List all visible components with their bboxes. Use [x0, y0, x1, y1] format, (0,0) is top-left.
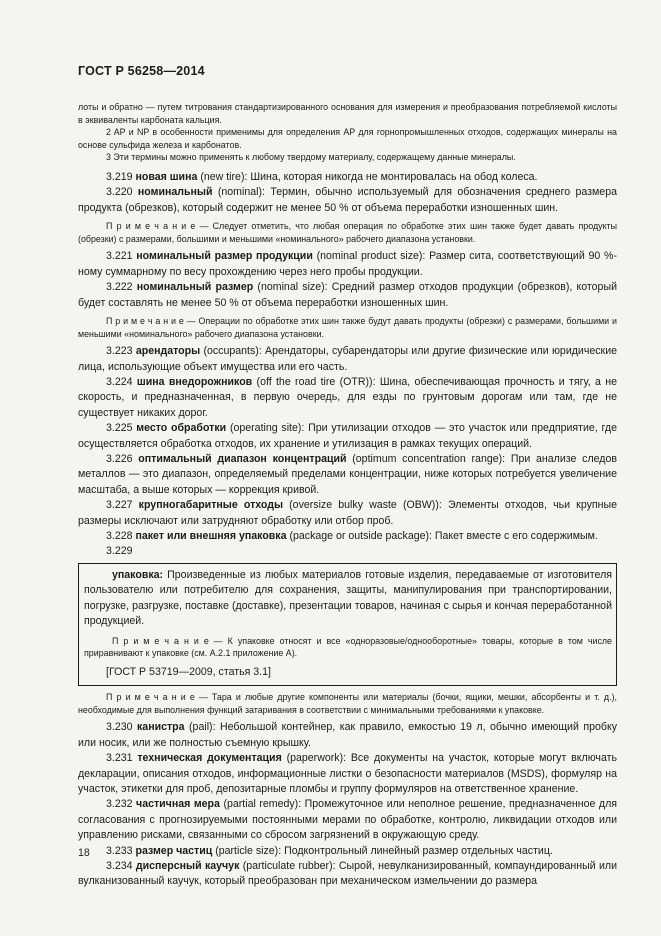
- term-3-223: [78, 344, 617, 375]
- note-text: — Следует отметить, что любая операция по обработке этих шин также будет давать продукты (обрезки) с размерами, большими и меньшими «номинального» рабочего диапазона установки.: [78, 221, 618, 244]
- term-number: 3.226: [106, 453, 133, 466]
- term-name: дисперсный каучук: [135, 859, 240, 872]
- term-name: арендаторы: [135, 345, 201, 358]
- term-name: размер частиц: [135, 844, 213, 857]
- term-3-231: [78, 751, 617, 797]
- term-name: номинальный: [137, 186, 213, 199]
- term-3-226: [78, 452, 617, 498]
- term-number: 3.228: [106, 530, 133, 543]
- term-3-225: [78, 421, 617, 452]
- note-label: П р и м е ч а н и е: [112, 635, 209, 646]
- term-name: новая шина: [135, 170, 198, 183]
- term-3-219: [78, 170, 617, 185]
- term-3-234: [78, 859, 617, 890]
- term-definition: (partial remedy): Промежуточное или неполное решение, предназначенное для согласования с прогнозируемыми постоянными мерами по обработке, контролю, ликвидации отходов или управлению рисками, связанными со сбросом загрязнений в окружающую среду.: [78, 798, 617, 842]
- term-3-221: [78, 249, 617, 280]
- term-definition: (operating site): При утилизации отходов — это участок или предприятие, где осуществляется обработка отходов, их хранение и утилизация в рамках текущих операций.: [78, 422, 617, 450]
- note-3-222: [78, 315, 617, 340]
- term-3-227: [78, 498, 617, 529]
- term-number: 3.234: [106, 859, 133, 872]
- note-label: П р и м е ч а н и е: [106, 221, 196, 232]
- term-3-220: [78, 185, 617, 216]
- term-definition: Произведенные из любых материалов готовые изделия, передаваемые от изготовителя пользователю или потребителю для сохранения, защиты, манипулирования при транспортировании, погрузке, разгрузке, поставке (доставке), презентации товаров, начиная с сырья и кончая переработанной продукцией.: [84, 568, 612, 628]
- note-text: — К упаковке относят и все «одноразовые/однооборотные» товары, которые в том числе приравнивают к упаковке (см. А.2.1 приложение А).: [84, 635, 612, 659]
- term-3-228: [78, 529, 617, 544]
- definition-box: [78, 563, 617, 686]
- term-definition: (occupants): Арендаторы, субарендаторы или другие физические или юридические лица, использующие объект имущества или его часть.: [78, 345, 617, 373]
- box-definition: [84, 568, 612, 630]
- term-name: шина внедорожников: [136, 376, 253, 388]
- note-continuation: лоты и обратно — путем титрования стандартизированного основания для измерения и преобразования потребляемой кислоты в эквиваленты карбоната кальция.: [78, 102, 617, 125]
- note-label: П р и м е ч а н и е: [106, 316, 184, 326]
- term-number: 3.220: [106, 186, 133, 199]
- term-name: место обработки: [136, 422, 227, 435]
- term-name: упаковка:: [112, 568, 164, 581]
- term-3-222: [78, 280, 617, 311]
- term-number: 3.227: [106, 499, 133, 512]
- term-name: номинальный размер продукции: [136, 250, 313, 263]
- term-number: 3.224: [106, 376, 133, 388]
- term-number: 3.233: [106, 844, 133, 857]
- term-number: 3.229: [106, 545, 133, 558]
- box-note: [84, 635, 612, 660]
- note-2: 2 AP и NP в особенности применимы для определения AP для горнопромышленных отходов, содержащих минералы на основе сульфида железа и карбонатов.: [78, 127, 617, 150]
- term-number: 3.221: [106, 250, 133, 263]
- term-definition: (particulate rubber): Сырой, невулканизированный, компаундированный или вулканизованный каучук, который преобразован при механическом измельчении до размера: [78, 859, 617, 888]
- note-3: 3 Эти термины можно применять к любому твердому материалу, содержащему данные минералы.: [106, 152, 516, 163]
- term-definition: (particle size): Подконтрольный линейный размер отдельных частиц.: [212, 844, 553, 857]
- term-definition: (off the road tire (OTR)): Шина, обеспечивающая прочность и тягу, а не скорость, и предназначенная, в первую очередь, для езды по грунтовым дорогам или там, где не существует никаких дорог.: [78, 376, 617, 419]
- term-number: 3.219: [106, 170, 133, 183]
- page-header: ГОСТ Р 56258—2014: [78, 64, 205, 78]
- term-number: 3.231: [106, 752, 133, 765]
- term-3-224: [78, 375, 617, 421]
- page-number: 18: [78, 847, 90, 859]
- note-text: — Операции по обработке этих шин также будут давать продукты (обрезки) с размерами, большими и меньшими «номинального» рабочего диапазона установки.: [78, 316, 617, 339]
- note-text: — Тара и любые другие компоненты или материалы (бочки, ящики, мешки, абсорбенты и т. д.), необходимые для выполнения функций затаривания в соответствии с минимальными требованиями к упаковке.: [78, 692, 617, 715]
- term-name: номинальный размер: [136, 281, 254, 294]
- source-reference: [ГОСТ Р 53719—2009, статья 3.1]: [106, 665, 271, 678]
- term-definition: (oversize bulky waste (OBW)): Элементы отходов, чьи крупные размеры исключают или затрудняют обработку или отбор проб.: [78, 499, 617, 527]
- term-3-230: [78, 720, 617, 751]
- term-name: пакет или внешняя упаковка: [135, 530, 287, 543]
- note-3-229: [78, 691, 617, 716]
- term-3-233: [78, 844, 617, 859]
- term-number: 3.225: [106, 422, 133, 435]
- term-number: 3.230: [106, 721, 133, 734]
- term-number: 3.222: [106, 281, 133, 294]
- note-label: П р и м е ч а н и е: [106, 692, 195, 703]
- term-name: оптимальный диапазон концентраций: [138, 453, 347, 466]
- term-name: частичная мера: [136, 798, 220, 811]
- note-3-220: [78, 220, 617, 245]
- term-number: 3.232: [106, 798, 133, 811]
- term-name: крупногабаритные отходы: [138, 499, 283, 512]
- term-definition: (nominal): Термин, обычно используемый для обозначения среднего размера продукта (обрезков), который содержит не менее 50 % от объема переработки изношенных шин.: [78, 186, 617, 214]
- term-definition: (paperwork): Все документы на участок, которые могут включать декларации, описания отходов, информационные листки о безопасности материалов (MSDS), формуляр на участок, этикетки для проб, депозитарные пломбы и группу формуляров на ответственное хранение.: [78, 752, 617, 795]
- term-definition: (nominal size): Средний размер отходов продукции (обрезков), который будет составлять не менее 50 % от объема переработки изношенных шин.: [78, 281, 617, 309]
- term-definition: (pail): Небольшой контейнер, как правило, емкостью 19 л, обычно имеющий пробку или носик, или же полностью съемную крышку.: [78, 721, 618, 749]
- term-definition: (package or outside package): Пакет вместе с его содержимым.: [286, 530, 598, 543]
- term-3-232: [78, 797, 617, 843]
- term-3-229: [78, 544, 617, 559]
- term-name: техническая документация: [137, 752, 282, 765]
- term-definition: (optimum concentration range): При анализе следов металлов — это диапазон, определяемый пределами концентрации, ниже которых потребуется увеличение масштаба, а выше которых — коррекция кривой.: [78, 453, 617, 496]
- term-definition: (new tire): Шина, которая никогда не монтировалась на обод колеса.: [197, 170, 538, 183]
- term-name: канистра: [137, 721, 185, 734]
- term-definition: (nominal product size): Размер сита, соответствующий 90 %-ному суммарному по весу прохождению через него пробы продукции.: [78, 250, 618, 278]
- term-number: 3.223: [106, 345, 133, 358]
